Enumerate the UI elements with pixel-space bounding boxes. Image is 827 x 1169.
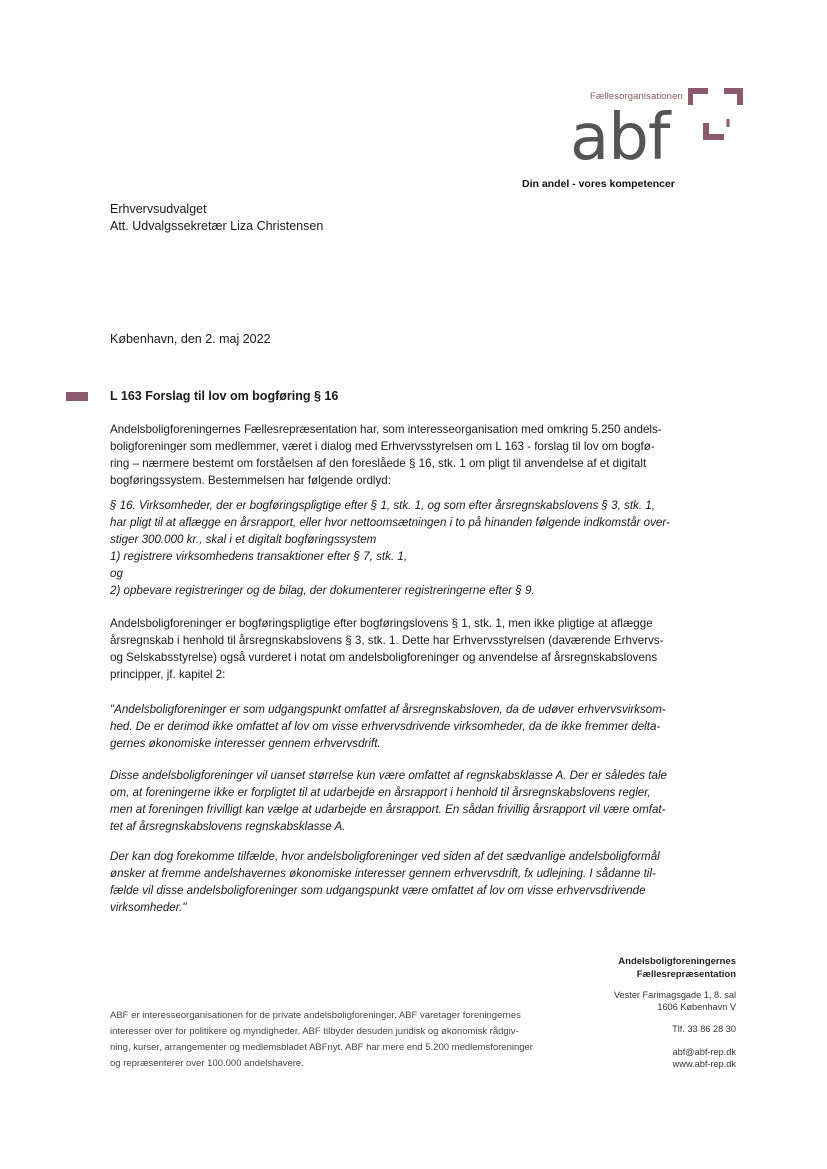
text-line: hed. De er derimod ikke omfattet af lov om visse erhvervsdrivende virksomheder, da de ikke fremmer delta-: [110, 720, 661, 733]
recipient-block: [110, 201, 323, 235]
text-line: ning, kurser, arrangementer og medlemsbladet ABFnyt. ABF har mere end 5.200 medlemsforeninger: [110, 1042, 533, 1053]
law-quote: [110, 497, 710, 599]
text-line: 2) opbevare registreringer og de bilag, der dokumenterer registreringerne efter § 9.: [110, 584, 535, 597]
text-line: stiger 300.000 kr., skal i et digitalt bogføringssystem: [110, 533, 377, 546]
body-paragraph-context: [110, 615, 710, 683]
text-line: ønsker at fremme andelshavernes økonomiske interesser gennem erhvervsdrift, fx udlejning. I sådanne til-: [110, 867, 656, 880]
subject-marker: [66, 392, 88, 401]
footer-email-link[interactable]: abf@abf-rep.dk: [672, 1047, 736, 1057]
footer-contact: [673, 1046, 736, 1070]
recipient-line: Erhvervsudvalget: [110, 202, 207, 216]
footer-phone: Tlf. 33 86 28 30: [672, 1024, 736, 1034]
text-line: virksomheder.": [110, 901, 187, 914]
notat-quote-3: [110, 848, 710, 916]
text-line: fælde vil disse andelsboligforeninger som udgangspunkt være omfattet af lov om visse erhvervsdrivende: [110, 884, 646, 897]
body-paragraph-intro: [110, 421, 710, 489]
footer-org-line: Fællesrepræsentation: [636, 969, 736, 980]
footer-org-line: Andelsboligforeningernes: [618, 956, 736, 967]
logo-wordmark: abf: [570, 101, 670, 175]
footer-org-name: [618, 955, 736, 981]
text-line: Andelsboligforeninger er bogføringspligtige efter bogføringslovens § 1, stk. 1, men ikke pligtige at aflægge: [110, 617, 653, 630]
text-line: Der kan dog forekomme tilfælde, hvor andelsboligforeninger ved siden af det sædvanlige andelsboligformål: [110, 850, 660, 863]
recipient-line: Att. Udvalgssekretær Liza Christensen: [110, 219, 324, 233]
text-line: har pligt til at aflægge en årsrapport, eller hvor nettoomsætningen i to på hinanden følgende indkomstår over-: [110, 516, 670, 529]
text-line: "Andelsboligforeninger er som udgangspunkt omfattet af årsregnskabsloven, da de udøver erhvervsvirksom-: [110, 703, 666, 716]
text-line: bogføringssystem. Bestemmelsen har følgende ordlyd:: [110, 474, 391, 487]
text-line: interesser over for politikere og myndigheder. ABF tilbyder desuden juridisk og økonomisk rådgiv-: [110, 1026, 519, 1037]
text-line: gernes økonomiske interesser gennem erhvervsdrift.: [110, 737, 381, 750]
date-line: København, den 2. maj 2022: [110, 332, 271, 346]
logo-org-name: Fællesorganisationen: [590, 91, 683, 102]
text-line: § 16. Virksomheder, der er bogføringspligtige efter § 1, stk. 1, og som efter årsregnskabslovens § 3, stk. 1,: [110, 499, 655, 512]
subject-heading: L 163 Forslag til lov om bogføring § 16: [110, 389, 339, 403]
notat-quote-1: [110, 701, 710, 752]
text-line: ring – nærmere bestemt om forståelsen af den foreslåede § 16, stk. 1 om pligt til anvendelse af et digitalt: [110, 457, 647, 470]
text-line: og: [110, 567, 123, 580]
logo-tagline: Din andel - vores kompetencer: [522, 178, 675, 190]
footer-address-line: 1606 København V: [657, 1002, 736, 1012]
text-line: tet af årsregnskabslovens regnskabsklasse A.: [110, 820, 346, 833]
text-line: og Selskabsstyrelse) også vurderet i notat om andelsboligforeninger og anvendelse af årsregnskabslovens: [110, 651, 658, 664]
text-line: og repræsenterer over 100.000 andelshavere.: [110, 1058, 304, 1069]
text-line: ABF er interesseorganisationen for de private andelsboligforeninger. ABF varetager foreningernes: [110, 1010, 521, 1021]
text-line: Andelsboligforeningernes Fællesrepræsentation har, som interesseorganisation med omkring 5.250 andels-: [110, 423, 662, 436]
text-line: boligforeninger som medlemmer, været i dialog med Erhvervsstyrelsen om L 163 - forslag til lov om bogfø-: [110, 440, 655, 453]
footer-address: [614, 989, 736, 1013]
footer-website-link[interactable]: www.abf-rep.dk: [672, 1059, 736, 1069]
text-line: men at foreningen frivilligt kan vælge at udarbejde en årsrapport. En sådan frivillig årsrapport vil være omfat-: [110, 803, 666, 816]
footer-about: [110, 1008, 610, 1072]
text-line: årsregnskab i henhold til årsregnskabslovens § 3, stk. 1. Dette har Erhvervsstyrelsen (daværende Erhvervs-: [110, 634, 664, 647]
text-line: 1) registrere virksomhedens transaktioner efter § 7, stk. 1,: [110, 550, 408, 563]
text-line: principper, jf. kapitel 2:: [110, 668, 226, 681]
notat-quote-2: [110, 767, 710, 835]
text-line: om, at foreningerne ikke er forpligtet til at udarbejde en årsrapport i henhold til årsregnskabslovens regler,: [110, 786, 651, 799]
text-line: Disse andelsboligforeninger vil uanset størrelse kun være omfattet af regnskabsklasse A. Der er således tale: [110, 769, 667, 782]
abf-bracket-logo-icon: [688, 85, 744, 141]
footer-address-line: Vester Farimagsgade 1, 8. sal: [613, 990, 736, 1000]
